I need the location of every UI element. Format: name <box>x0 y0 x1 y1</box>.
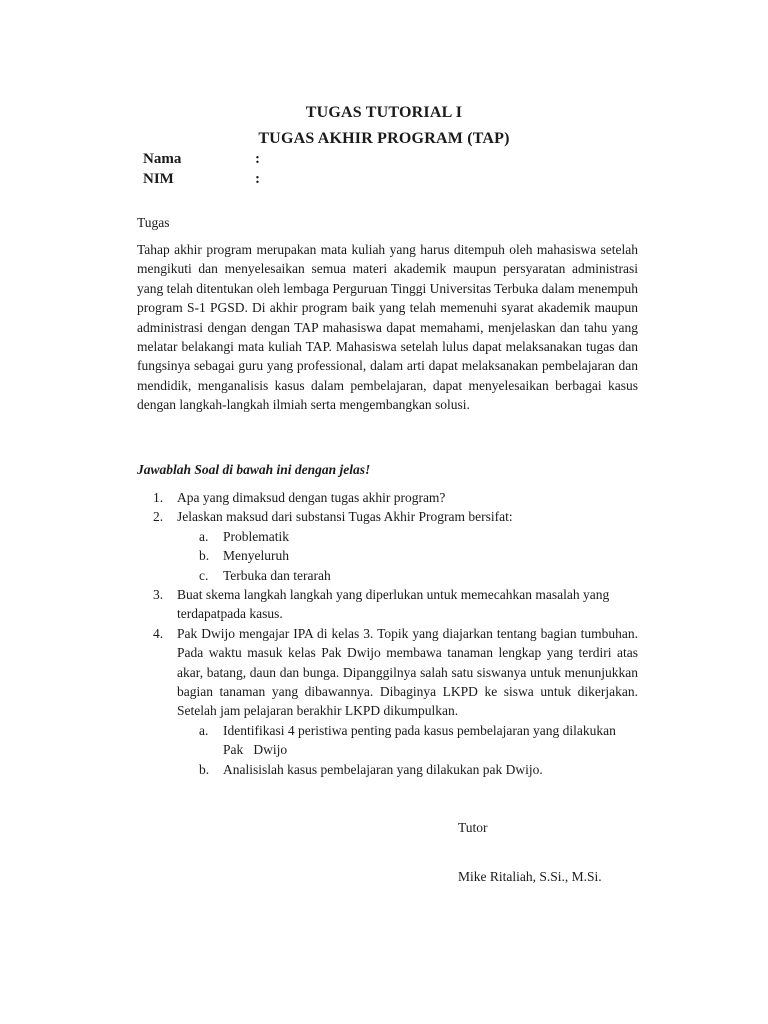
sub-question-item <box>199 760 638 779</box>
question-list <box>137 488 638 779</box>
question-item <box>137 624 638 721</box>
instruction-text: Jawablah Soal di bawah ini dengan jelas! <box>137 462 371 477</box>
document-title: TUGAS TUTORIAL I <box>305 104 463 121</box>
question-text: Apa yang dimaksud dengan tugas akhir program? <box>177 490 446 505</box>
question-text: Jelaskan maksud dari substansi Tugas Akhir Program bersifat: <box>177 509 513 525</box>
question-text: Buat skema langkah langkah yang diperlukan untuk memecahkan masalah yang terdapatpada kasus. <box>177 587 610 622</box>
sub-question-item <box>199 527 638 546</box>
sub-question-item <box>199 566 638 585</box>
question-number: 2. <box>153 509 164 525</box>
document-subtitle: TUGAS AKHIR PROGRAM (TAP) <box>258 130 510 147</box>
nim-label: NIM <box>143 171 174 187</box>
signature-name: Mike Ritaliah, S.Si., M.Si. <box>458 869 602 884</box>
nim-colon: : <box>255 171 260 187</box>
question-number: 3. <box>153 587 164 603</box>
question-item <box>137 507 638 526</box>
intro-paragraph: Tahap akhir program merupakan mata kuliah yang harus ditempuh oleh mahasiswa setelah mengikuti dan menyelesaikan semua materi akademik maupun persyaratan administrasi yang telah ditentukan oleh lembaga Perguruan Tinggi Universitas Terbuka dalam menempuh program S-1 PGSD. Di akhir program baik yang telah memenuhi syarat akademik maupun administrasi dengan dengan TAP mahasiswa dapat memahami, menjelaskan dan tahu yang melatar belakangi mata kuliah TAP. Mahasiswa setelah lulus dapat melaksanakan tugas dan fungsinya sebagai guru yang professional, dalam arti dapat melaksanakan pembelajaran dan mendidik, menganalisis kasus dalam pembelajaran, dapat menyelesaikan berbagai kasus dengan langkah-langkah ilmiah serta mengembangkan solusi. <box>137 242 638 413</box>
sub-question-text: Terbuka dan terarah <box>223 567 331 583</box>
name-colon: : <box>255 151 260 167</box>
question-number: 1. <box>153 490 164 505</box>
sub-question-label: b. <box>199 761 210 777</box>
name-label: Nama <box>143 151 182 167</box>
sub-question-text: Problematik <box>223 528 289 544</box>
sub-question-label: a. <box>199 722 209 738</box>
name-field-row <box>143 151 260 168</box>
sub-question-label: b. <box>199 548 210 564</box>
sub-question-text: Menyeluruh <box>223 548 289 564</box>
sub-question-text: Analisislah kasus pembelajaran yang dilakukan pak Dwijo. <box>223 761 543 777</box>
nim-field-row <box>143 171 260 188</box>
question-item <box>137 585 638 624</box>
signature-role: Tutor <box>458 820 488 835</box>
section-heading: Tugas <box>137 215 170 230</box>
sub-question-item <box>199 721 638 760</box>
sub-question-item <box>199 546 638 565</box>
question-item <box>137 488 638 507</box>
sub-question-label: a. <box>199 528 209 544</box>
sub-question-text: Identifikasi 4 peristiwa penting pada kasus pembelajaran yang dilakukan Pak Dwijo <box>223 722 620 758</box>
question-number: 4. <box>153 625 164 641</box>
sub-question-label: c. <box>199 567 209 583</box>
question-text: Pak Dwijo mengajar IPA di kelas 3. Topik yang diajarkan tentang bagian tumbuhan. Pada waktu masuk kelas Pak Dwijo membawa tanaman lengkap yang terdiri atas akar, batang, daun dan bunga. Dipanggilnya salah satu siswanya untuk menunjukkan bagian tanaman yang dibawannya. Dibaginya LKPD ke siswa untuk dikerjakan. Setelah jam pelajaran berakhir LKPD dikumpulkan. <box>177 625 638 719</box>
